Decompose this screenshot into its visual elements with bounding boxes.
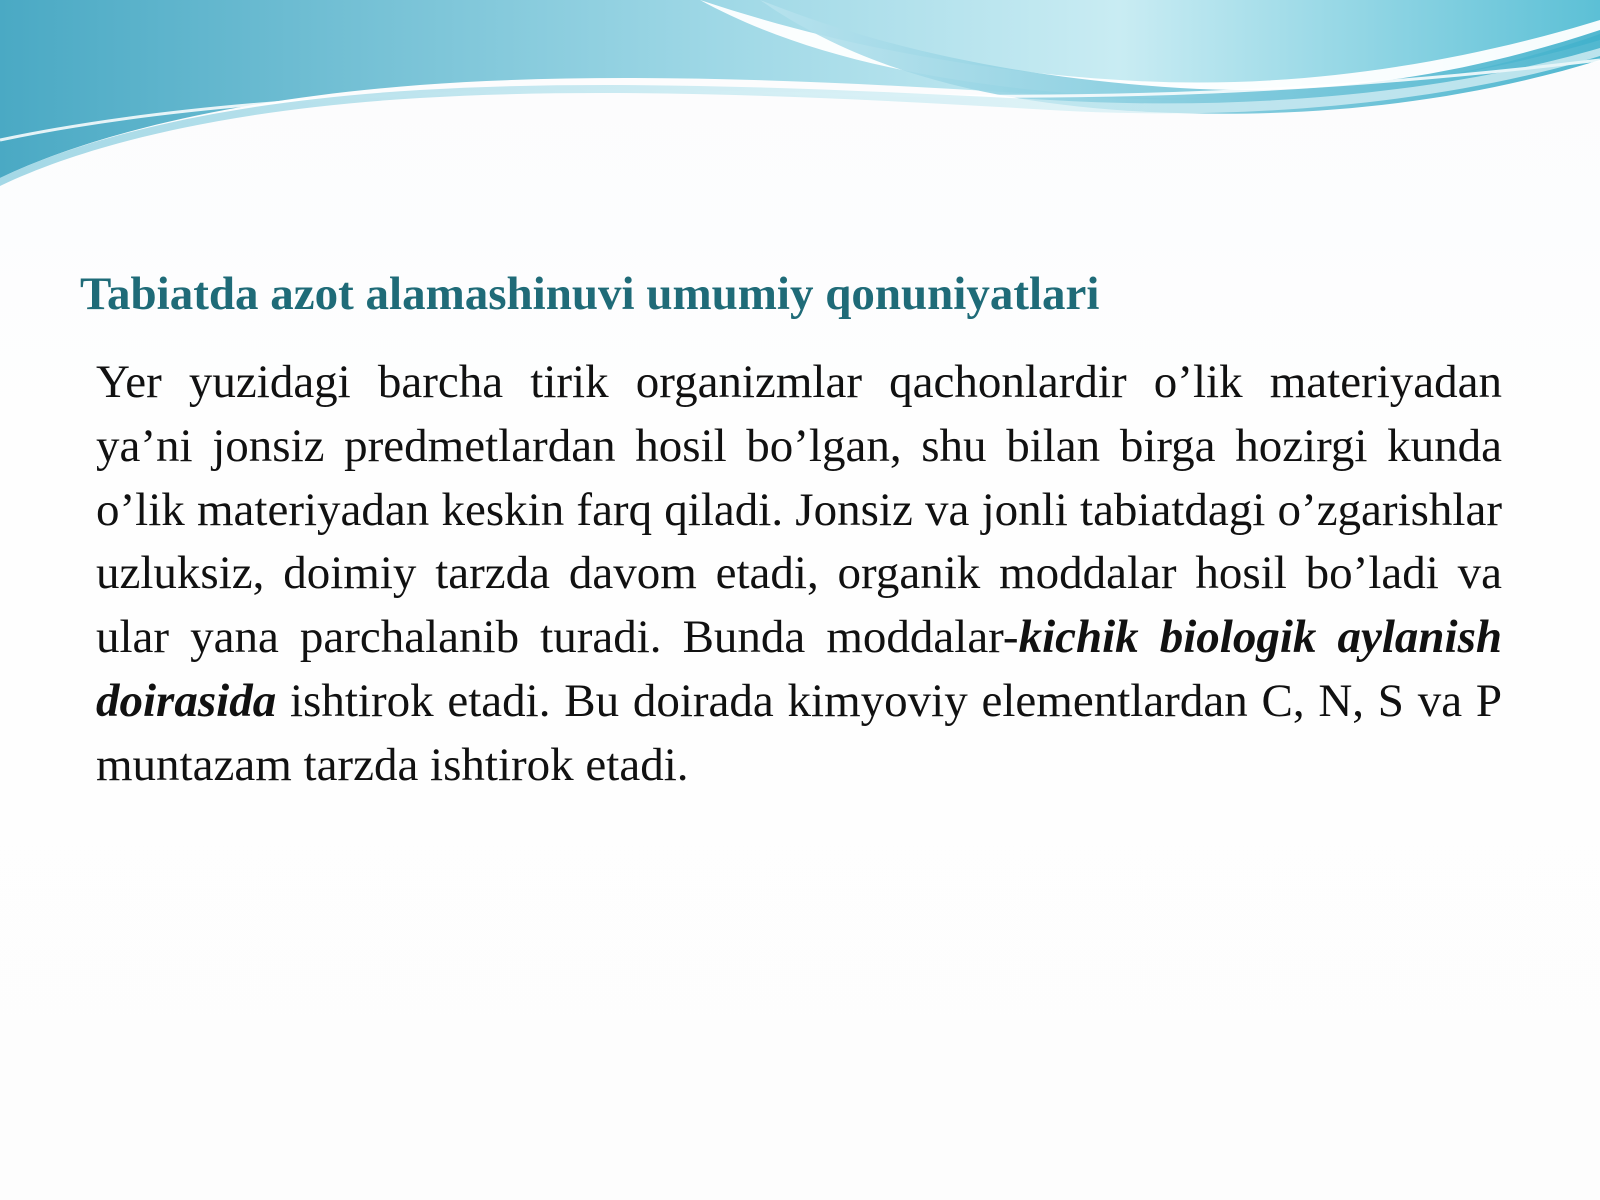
paragraph-emphasis: kichik biologik aylanish doirasida (96, 611, 1503, 727)
slide-title: Tabiatda azot alamashinuvi umumiy qonuniyatlari (80, 268, 1100, 320)
paragraph-text-before: Yer yuzidagi barcha tirik organizmlar qachonlardir o’lik materiyadan ya’ni jonsiz predmetlardan hosil bo’lgan, shu bilan birga hozirgi kunda o’lik materiyadan keskin farq qiladi. Jonsiz va jonli tabiatdagi o’zgarishlar uzluksiz, doimiy tarzda davom etadi, organik moddalar hosil bo’ladi va ular yana parchalanib turadi. Bunda moddalar- (96, 356, 1502, 664)
header-wave-decoration (0, 0, 1600, 200)
body-paragraph (96, 351, 1502, 798)
paragraph-text-after: ishtirok etadi. Bu doirada kimyoviy elementlardan C, N, S va P muntazam tarzda ishtirok etadi. (96, 674, 1502, 791)
